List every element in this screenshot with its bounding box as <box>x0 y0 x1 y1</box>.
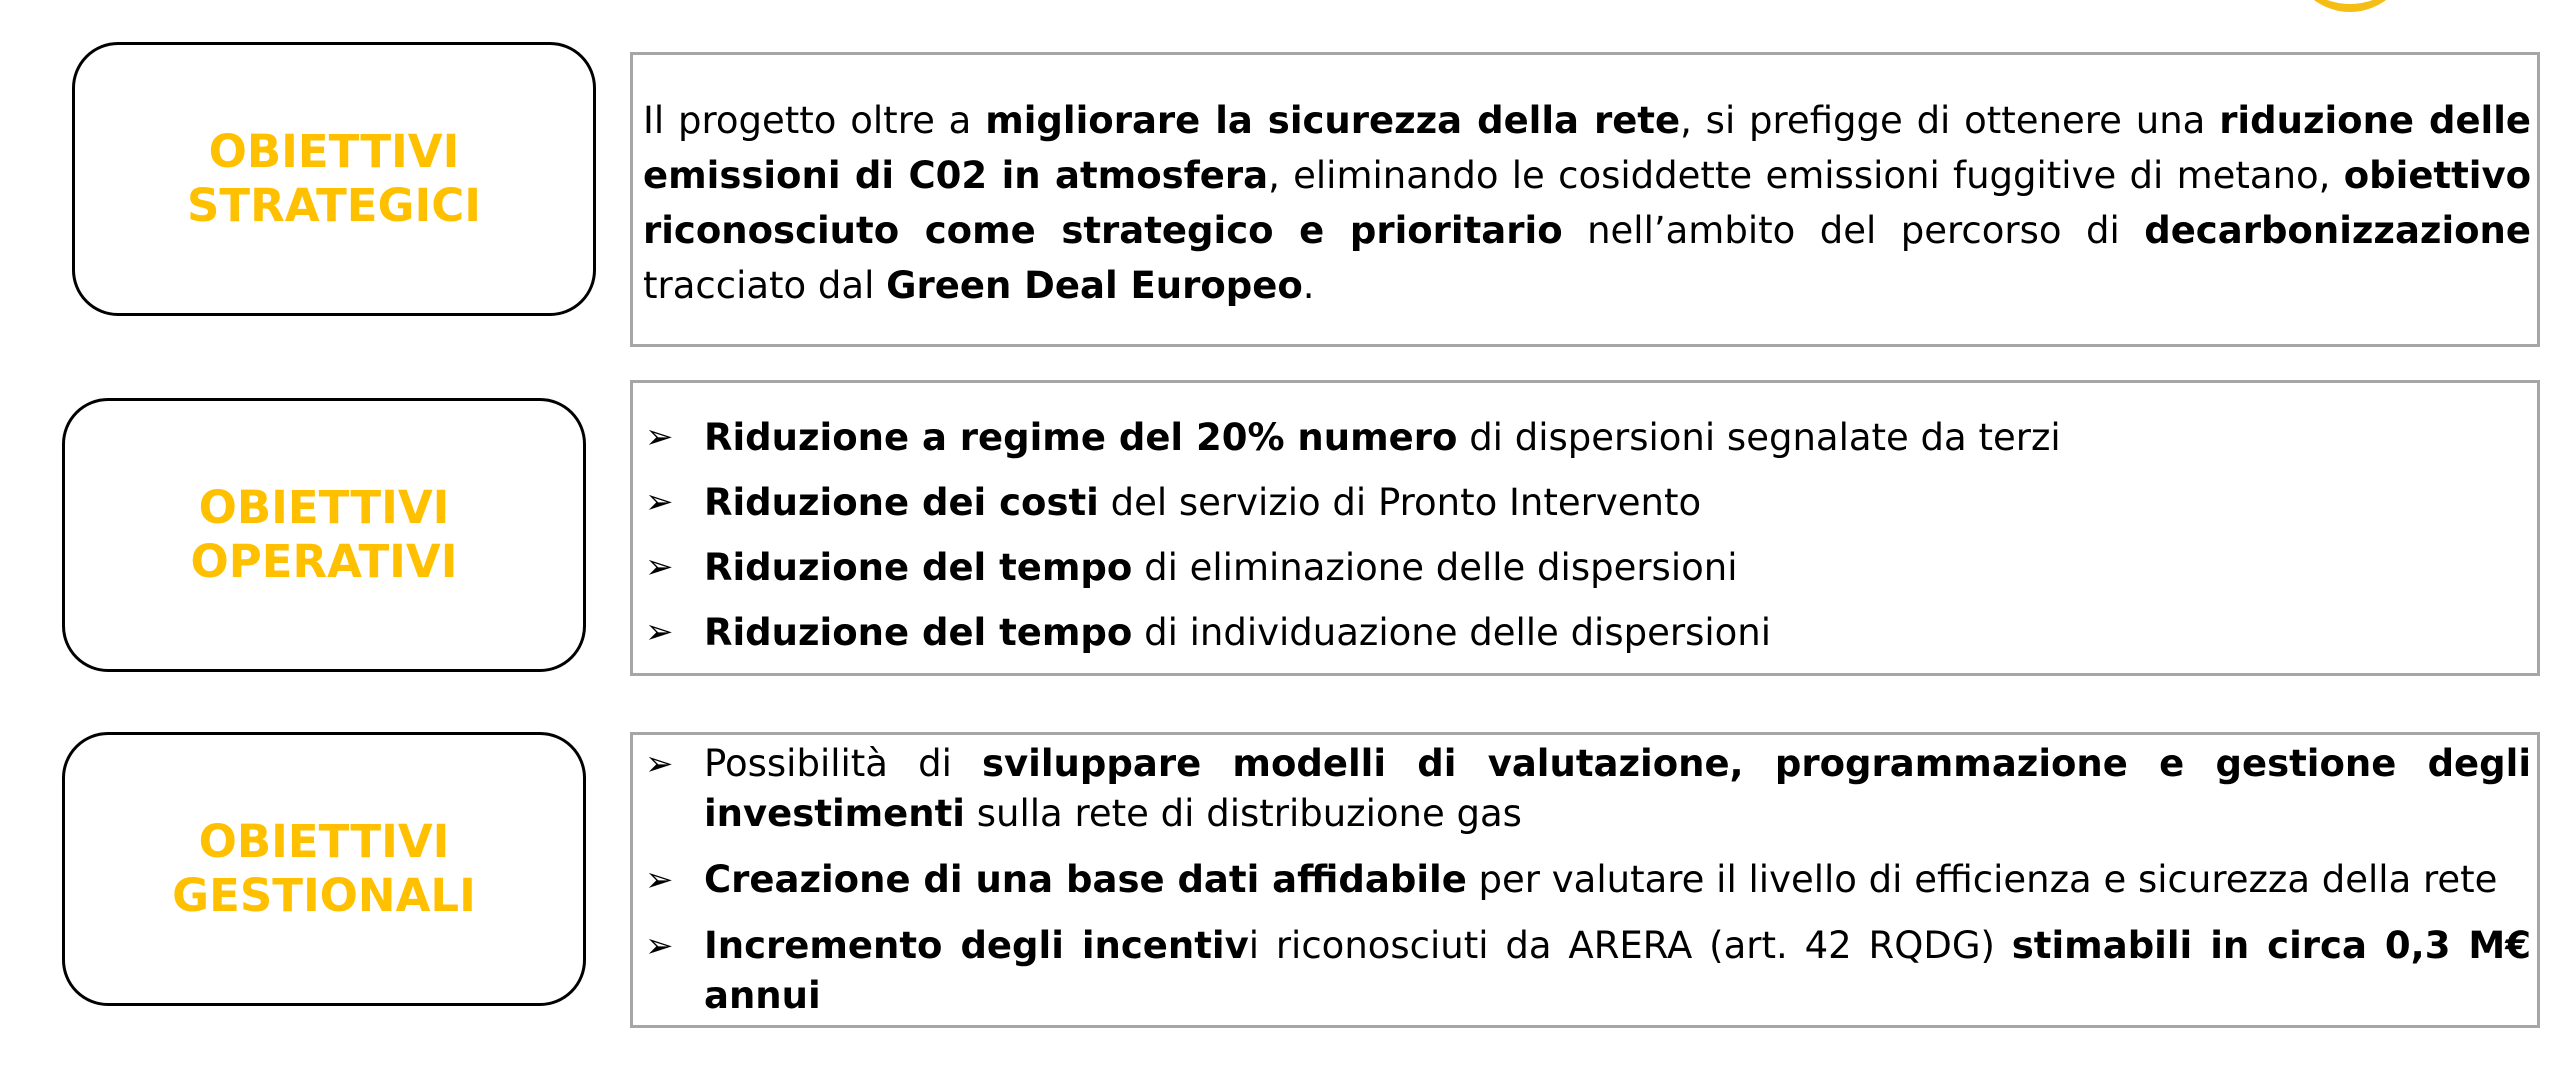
paragraph-text: nell’ambito del percorso di <box>1562 209 2145 252</box>
arrow-bullet-icon: ➢ <box>645 744 674 784</box>
bullet-text: sulla rete di distribuzione gas <box>965 792 1522 835</box>
section-label <box>172 815 476 923</box>
arrow-bullet-icon: ➢ <box>645 860 674 900</box>
label-line: OPERATIVI <box>190 535 458 588</box>
operativi-list <box>633 405 2527 665</box>
paragraph-bold-text: migliorare la sicurezza della rete <box>985 99 1681 142</box>
list-item <box>633 535 2527 600</box>
label-line: OBIETTIVI <box>198 481 450 534</box>
content-box-gestionali <box>630 732 2540 1028</box>
arrow-bullet-icon: ➢ <box>645 547 674 587</box>
paragraph-text: tracciato dal <box>643 264 887 307</box>
bullet-bold-text: Incremento degli incentiv <box>704 924 1249 967</box>
arrow-bullet-icon: ➢ <box>645 482 674 522</box>
gestionali-list <box>633 739 2531 1021</box>
paragraph-bold-text: riduzione delle emissioni di C02 in atmosfera <box>643 99 2532 197</box>
label-obiettivi-operativi <box>62 398 586 672</box>
label-line: OBIETTIVI <box>208 125 460 178</box>
paragraph-bold-text: Green Deal Europeo <box>886 264 1303 307</box>
bullet-bold-text: Riduzione del tempo <box>704 611 1133 654</box>
section-label <box>187 125 481 233</box>
label-obiettivi-strategici <box>72 42 596 316</box>
paragraph-text: , si prefigge di ottenere una <box>1680 99 2220 142</box>
bullet-bold-text: Creazione di una base dati affidabile <box>704 858 1467 901</box>
section-label <box>191 481 458 589</box>
list-item <box>633 600 2527 665</box>
paragraph-text: , eliminando le cosiddette emissioni fuggitive di metano, <box>1268 154 2344 197</box>
label-obiettivi-gestionali <box>62 732 586 1006</box>
arrow-bullet-icon: ➢ <box>645 612 674 652</box>
bullet-text: i riconosciuti da ARERA (art. 42 RQDG) <box>1248 924 2012 967</box>
label-line: OBIETTIVI <box>198 815 450 868</box>
strategici-paragraph <box>643 93 2531 313</box>
bullet-text: di eliminazione delle dispersioni <box>1132 546 1738 589</box>
paragraph-bold-text: decarbonizzazione <box>2144 209 2531 252</box>
paragraph-bold-text: obiettivo riconosciuto come strategico e prioritario <box>643 154 2532 252</box>
list-item <box>633 921 2531 1021</box>
paragraph-text: Il progetto oltre a <box>643 99 986 142</box>
list-item <box>633 855 2531 905</box>
arrow-bullet-icon: ➢ <box>645 926 674 966</box>
content-box-operativi <box>630 380 2540 676</box>
bullet-text: di dispersioni segnalate da terzi <box>1457 416 2061 459</box>
bullet-text: per valutare il livello di efficienza e sicurezza della rete <box>1466 858 2498 901</box>
decorative-arc <box>2290 0 2410 12</box>
bullet-text: Possibilità di <box>704 742 983 785</box>
bullet-bold-text: Riduzione dei costi <box>704 481 1099 524</box>
bullet-text: del servizio di Pronto Intervento <box>1098 481 1702 524</box>
paragraph-text: . <box>1302 264 1315 307</box>
list-item <box>633 405 2527 470</box>
label-line: STRATEGICI <box>187 179 481 232</box>
list-item <box>633 470 2527 535</box>
bullet-bold-text: Riduzione del tempo <box>704 546 1133 589</box>
list-item <box>633 739 2531 839</box>
bullet-bold-text: sviluppare modelli di valutazione, programmazione e gestione degli investimenti <box>704 742 2532 835</box>
bullet-text: di individuazione delle dispersioni <box>1132 611 1771 654</box>
bullet-bold-text: stimabili in circa 0,3 M€ annui <box>704 924 2531 1017</box>
content-box-strategici <box>630 52 2540 347</box>
label-line: GESTIONALI <box>172 869 476 922</box>
arrow-bullet-icon: ➢ <box>645 417 674 457</box>
bullet-bold-text: Riduzione a regime del 20% numero <box>704 416 1458 459</box>
